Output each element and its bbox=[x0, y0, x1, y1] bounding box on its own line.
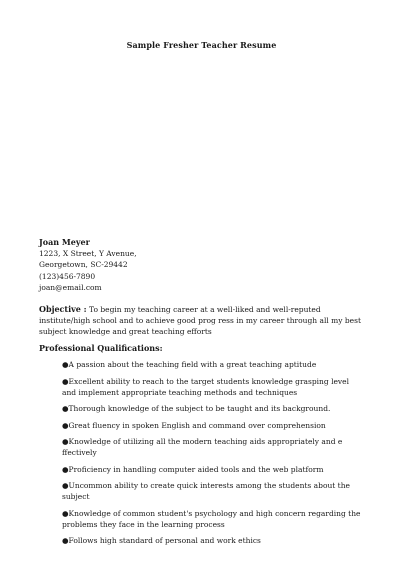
qualification-text: A passion about the teaching field with a great teaching aptitude bbox=[68, 360, 317, 369]
qualification-text: Proficiency in handling computer aided tools and the web platform bbox=[68, 464, 324, 474]
contact-name: Joan Meyer bbox=[39, 237, 90, 247]
qualification-text: Great fluency in spoken English and command over comprehension bbox=[68, 420, 326, 430]
qualification-text: Knowledge of common student's psychology and high concern regarding the problems they face in the learning process bbox=[62, 508, 361, 529]
bullet-icon: ● bbox=[62, 464, 69, 474]
qualification-item bbox=[62, 376, 362, 398]
bullet-icon: ● bbox=[62, 437, 69, 446]
qualification-text: Excellent ability to reach to the target students knowledge grasping level and implement appropriate teaching methods and techniques bbox=[62, 376, 349, 397]
objective-text: To begin my teaching career at a well-liked and well-reputed institute/high school and to achieve good prog ress in my career through all my best subject knowledge and great teaching efforts bbox=[39, 305, 361, 336]
qualification-text: Thorough knowledge of the subject to be taught and its background. bbox=[68, 404, 331, 413]
qualification-item bbox=[62, 403, 362, 414]
qualification-text: Uncommon ability to create quick interests among the students about the subject bbox=[62, 481, 350, 501]
objective-section bbox=[39, 304, 369, 337]
bullet-icon: ● bbox=[62, 404, 69, 413]
qualification-item bbox=[62, 359, 362, 370]
qualifications-heading: Professional Qualifications: bbox=[39, 343, 163, 353]
bullet-icon: ● bbox=[62, 420, 69, 430]
bullet-icon: ● bbox=[62, 508, 69, 518]
qualifications-list bbox=[62, 359, 362, 552]
contact-block bbox=[39, 237, 137, 293]
objective-label: Objective : bbox=[39, 304, 87, 314]
bullet-icon: ● bbox=[62, 360, 69, 369]
qualification-text: Knowledge of utilizing all the modern teaching aids appropriately and e ffectively bbox=[62, 437, 343, 457]
bullet-icon: ● bbox=[62, 376, 69, 386]
contact-email: joan@email.com bbox=[39, 282, 102, 292]
qualification-item bbox=[62, 535, 362, 546]
contact-phone: (123)456-7890 bbox=[39, 271, 96, 281]
contact-address-line2: Georgetown, SC-29442 bbox=[39, 260, 128, 270]
bullet-icon: ● bbox=[62, 536, 69, 545]
qualification-item bbox=[62, 508, 362, 530]
document-title: Sample Fresher Teacher Resume bbox=[126, 40, 277, 50]
bullet-icon: ● bbox=[62, 481, 69, 490]
qualification-item bbox=[62, 436, 362, 458]
contact-address-line1: 1223, X Street, Y Avenue, bbox=[39, 249, 137, 259]
qualification-item bbox=[62, 464, 362, 475]
qualification-item bbox=[62, 480, 362, 502]
qualification-item bbox=[62, 420, 362, 431]
qualification-text: Follows high standard of personal and work ethics bbox=[68, 536, 261, 545]
